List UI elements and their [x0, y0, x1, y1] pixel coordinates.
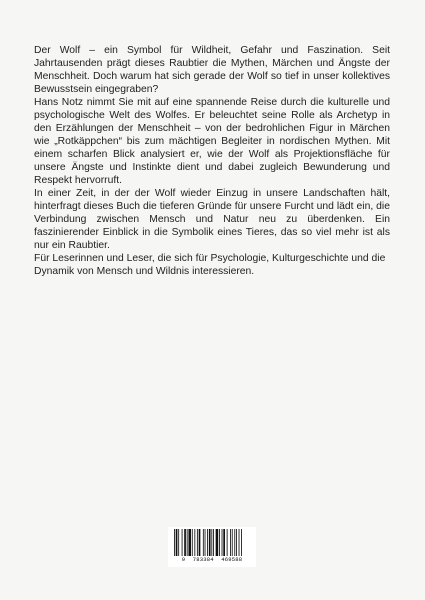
- blurb-paragraph-context: In einer Zeit, in der der Wolf wieder Einzug in unsere Landschaften hält, hinterfragt dieses Buch die tieferen Gründe für unsere Furcht und lädt ein, die Verbindung zwischen Mensch und Natur neu zu überdenken. Ein faszinierender Einblick in die Symbolik eines Tieres, das so viel mehr ist als nur ein Raubtier.: [34, 188, 390, 251]
- barcode-bar: [223, 529, 225, 557]
- barcode-bar: [219, 529, 220, 557]
- isbn-barcode: [168, 527, 256, 567]
- barcode-bar: [227, 529, 228, 557]
- barcode-bar: [232, 529, 233, 557]
- barcode-bar: [239, 529, 240, 557]
- blurb-paragraph-intro: Der Wolf – ein Symbol für Wildheit, Gefahr und Faszination. Seit Jahrtausenden prägt dieses Raubtier die Mythen, Märchen und Ängste der Menschheit. Doch warum hat sich gerade der Wolf so tief in unser kollektives Bewusstsein eingegraben?: [34, 45, 390, 95]
- barcode-bar: [211, 529, 212, 557]
- barcode-bar: [187, 529, 188, 557]
- barcode-bars: [168, 527, 256, 557]
- barcode-bar: [197, 529, 198, 557]
- barcode-bar: [192, 529, 193, 557]
- barcode-bar: [230, 529, 231, 557]
- blurb-paragraph-audience: Für Leserinnen und Leser, die sich für Psychologie, Kulturgeschichte und die Dynamik von Mensch und Wildnis interessieren.: [34, 253, 386, 277]
- barcode-bar: [241, 529, 242, 557]
- barcode-bar: [184, 529, 186, 557]
- barcode-bar: [234, 529, 235, 557]
- barcode-bar: [176, 529, 178, 557]
- barcode-digits-right: 469588: [221, 556, 243, 563]
- barcode-bar: [236, 529, 237, 557]
- barcode-bar: [174, 529, 175, 557]
- barcode-digit-first: 9: [181, 556, 186, 563]
- barcode-bar: [178, 529, 179, 557]
- barcode-bar: [209, 529, 211, 557]
- blurb-text: [34, 44, 390, 278]
- barcode-number: [168, 556, 256, 563]
- barcode-bar: [207, 529, 208, 557]
- barcode-bar: [216, 529, 219, 557]
- barcode-bar: [222, 529, 223, 557]
- barcode-digits-left: 783384: [192, 556, 214, 563]
- barcode-bar: [194, 529, 195, 557]
- blurb-paragraph-author: Hans Notz nimmt Sie mit auf eine spannende Reise durch die kulturelle und psychologische Welt des Wolfes. Er beleuchtet seine Rolle als Archetyp in den Erzählungen der Menschheit – von der bedrohlichen Figur in Märchen wie „Rotkäppchen“ bis zum mächtigen Begleiter in nordischen Mythen. Mit einem scharfen Blick analysiert er, wie der Wolf als Projektionsfläche für unsere Ängste und Instinkte dient und dabei zugleich Bewunderung und Respekt hervorruft.: [34, 97, 390, 186]
- barcode-bar: [182, 529, 183, 557]
- barcode-bar: [199, 529, 201, 557]
- barcode-bar: [203, 529, 204, 557]
- barcode-bar: [213, 529, 214, 557]
- barcode-bar: [188, 529, 191, 557]
- barcode-bar: [205, 529, 206, 557]
